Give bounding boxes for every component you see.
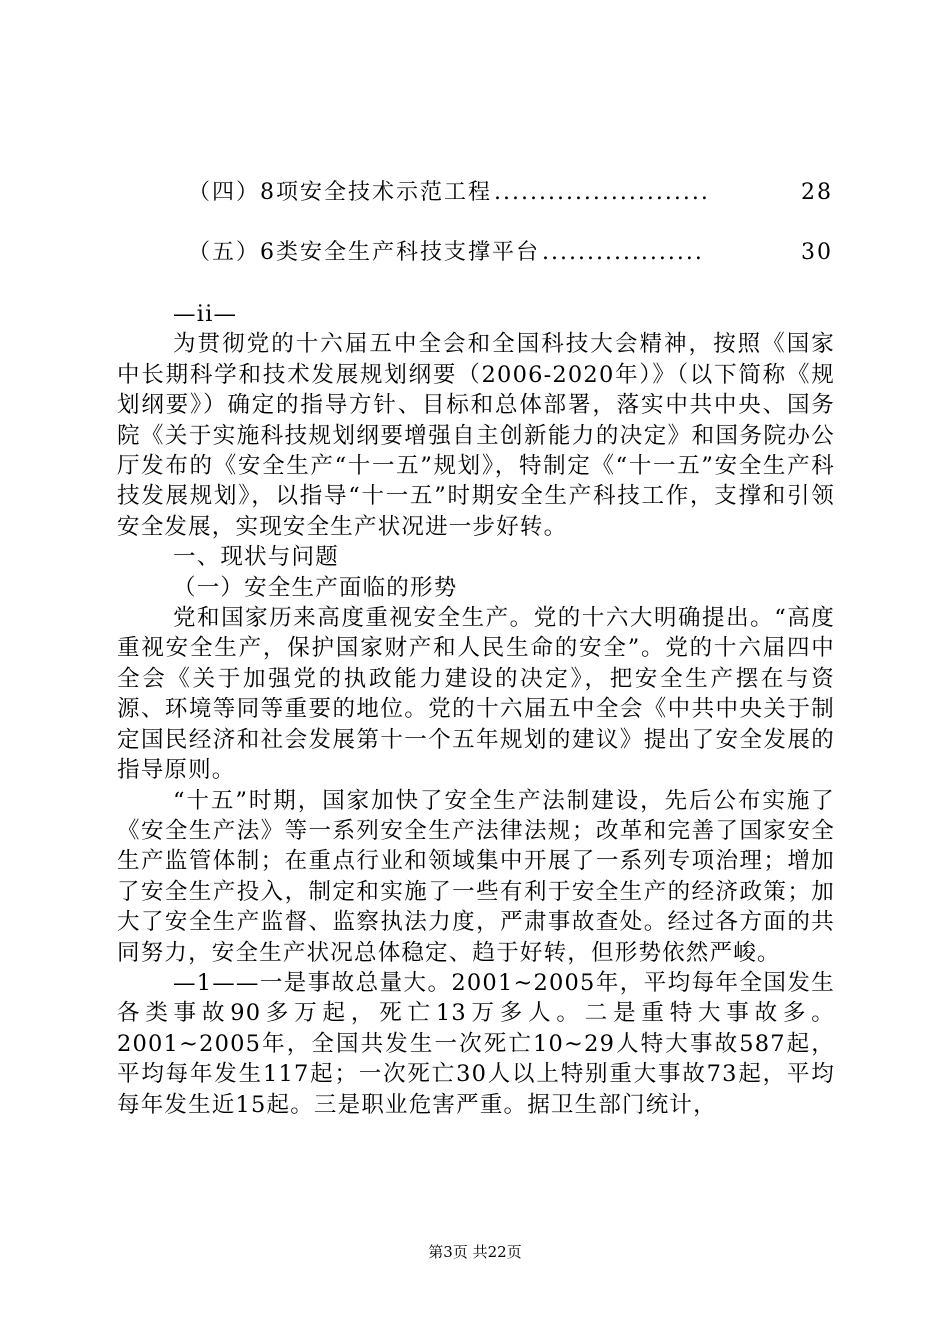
subsection-heading: （一）安全生产面临的形势 (173, 574, 458, 601)
document-body (117, 299, 835, 1120)
toc-entry-label: （四）8项安全技术示范工程 (188, 178, 494, 208)
toc-entry-dots: ........................ (494, 180, 710, 205)
toc-entry[interactable] (188, 238, 833, 268)
page-marker: —ii— (173, 301, 238, 327)
paragraph: —1——一是事故总量大。2001~2005年，平均每年全国发生各类事故90多万起，死亡13万多人。二是重特大事故多。2001~2005年，全国共发生一次死亡10~29人特大事故587起，平均每年发生117起；一次死亡30人以上特别重大事故73起，平均每年发生近15起。三是职业危害严重。据卫生部门统计， (117, 969, 835, 1118)
toc-entry-dots: .................. (542, 240, 704, 265)
section-heading: 一、现状与问题 (173, 544, 339, 571)
toc-entry-page: 28 (799, 178, 833, 208)
page-footer: 第3页 共22页 (428, 1243, 522, 1261)
toc-entry-label: （五）6类安全生产科技支撑平台 (188, 238, 542, 268)
paragraph: 党和国家历来高度重视安全生产。党的十六大明确提出。“高度重视安全生产，保护国家财产和人民生命的安全”。党的十六届四中全会《关于加强党的执政能力建设的决定》，把安全生产摆在与资源、环境等同等重要的地位。党的十六届五中全会《中共中央关于制定国民经济和社会发展第十一个五年规划的建议》提出了安全发展的指导原则。 (117, 605, 835, 784)
paragraph-intro: 为贯彻党的十六届五中全会和全国科技大会精神，按照《国家中长期科学和技术发展规划纲要（2006-2020年）》（以下简称《规划纲要》）确定的指导方针、目标和总体部署，落实中共中央、国务院《关于实施科技规划纲要增强自主创新能力的决定》和国务院办公厅发布的《安全生产“十一五”规划》，特制定《“十一五”安全生产科技发展规划》，以指导“十一五”时期安全生产科技工作，支撑和引领安全发展，实现安全生产状况进一步好转。 (117, 331, 835, 540)
paragraph: “十五”时期，国家加快了安全生产法制建设，先后公布实施了《安全生产法》等一系列安全生产法律法规；改革和完善了国家安全生产监管体制；在重点行业和领域集中开展了一系列专项治理；增加了安全生产投入，制定和实施了一些有利于安全生产的经济政策；加大了安全生产监督、监察执法力度，严肃事故查处。经过各方面的共同努力，安全生产状况总体稳定、趋于好转，但形势依然严峻。 (117, 787, 835, 966)
toc-entry[interactable] (188, 178, 833, 208)
toc-entry-page: 30 (799, 238, 833, 268)
